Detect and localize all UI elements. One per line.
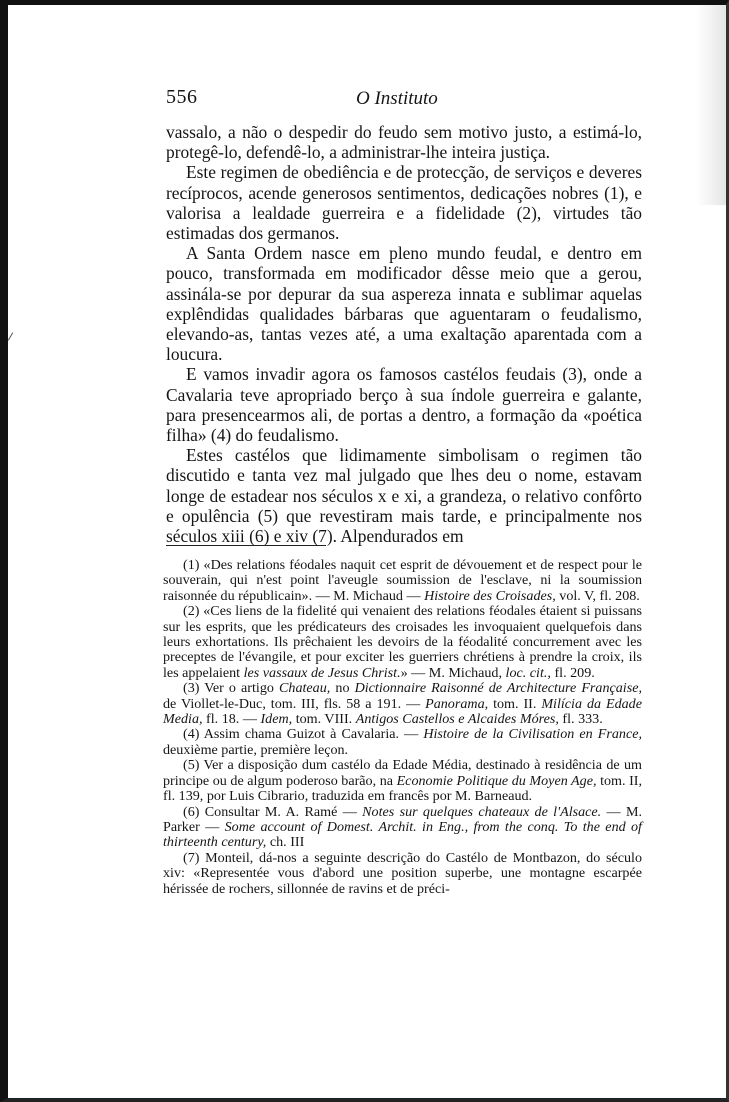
footnote-run: Milícia da Edade Media, xyxy=(163,695,642,728)
footnote xyxy=(163,851,642,897)
footnote-run: Histoire de la Civilisation en France, xyxy=(423,726,642,743)
footnote-run: no xyxy=(330,680,355,697)
footnote xyxy=(163,805,642,851)
footnote-separator xyxy=(166,545,326,546)
text-run: A Santa Ordem nasce em pleno mundo feudal, e dentro em pouco, transformada em modificador dêsse meio que a gerou, assinála-se por depurar da sua aspereza innata e sublimar aquelas explêndidas qualidades bárbaras que aguentaram o feudalismo, elevando-as, tantas vezes até, a uma exaltação aparentada com a loucura. xyxy=(166,243,642,365)
page-header xyxy=(166,86,642,112)
footnote xyxy=(163,681,642,727)
footnote-run: (2) «Ces liens de la fidelité qui venaient des relations féodales étaient si puissans sur les esprits, que les prédicateurs des croisades les invoquaient quelquefois dans leurs exhortations. Ils prêchaient les devoirs de la féodalité concurrement avec les preceptes de l'évangile, et pour exciter les guerriers chrétiens à prendre la croix, ils les appelaient xyxy=(163,603,642,681)
footnote-run: Dictionnaire Raisonné de Architecture Française, xyxy=(354,680,642,697)
footnote-run: deuxième partie, première leçon. xyxy=(163,741,349,758)
margin-pencil-mark xyxy=(8,332,13,340)
footnote-run: Notes sur quelques chateaux de l'Alsace. xyxy=(362,803,602,820)
text-run: vassalo, a não o despedir do feudo sem motivo justo, a estimá-lo, protegê-lo, defendê-lo, a administrar-lhe inteira justiça. xyxy=(166,122,642,163)
footnote-run: ch. III xyxy=(266,834,305,851)
footnote xyxy=(163,758,642,804)
footnote-run: fl. 333. xyxy=(558,711,603,728)
footnote-run: (1) «Des relations féodales naquit cet esprit de dévouement et de respect pour le souverain, qui n'est point l'aveugle soumission de l'esclave, ni la soumission raisonnée du républicain». — M. Michaud — xyxy=(163,557,642,604)
footnotes xyxy=(163,558,642,897)
scan-shadow xyxy=(696,5,726,205)
body-paragraph xyxy=(166,122,642,162)
footnote-run: Some account of Domest. Archit. in Eng., from the conq. To the end of thirteenth century, xyxy=(163,818,642,851)
body-paragraph xyxy=(166,364,642,445)
footnote-run: tom. VIII. xyxy=(292,711,356,728)
footnote xyxy=(163,604,642,681)
footnote-run: (6) Consultar M. A. Ramé — xyxy=(183,803,363,820)
footnote-run: Idem, xyxy=(260,711,293,728)
footnote xyxy=(163,727,642,758)
running-title: O Instituto xyxy=(356,88,438,109)
body-paragraph xyxy=(166,445,642,546)
footnote-run: » — M. Michaud, xyxy=(400,664,506,681)
main-text xyxy=(166,122,642,546)
footnote-run: — M. Parker — xyxy=(163,803,643,835)
footnote-run: (3) Ver o artigo xyxy=(183,680,280,697)
footnote-run: tom. II, fl. 139, por Luis Cibrario, traduzida em francês por M. Barneaud. xyxy=(163,772,642,805)
footnote-run: fl. 18. — xyxy=(202,711,261,728)
page-number: 556 xyxy=(166,86,198,108)
footnote-run: fl. 209. xyxy=(550,664,595,681)
footnote-run: vol. V, fl. 208. xyxy=(555,587,640,604)
footnote-run: Panorama, xyxy=(425,695,489,712)
footnote-run: Antigos Castellos e Alcaides Móres, xyxy=(355,711,559,728)
footnote-run: tom. II. xyxy=(488,695,542,712)
footnote-run: Chateau, xyxy=(279,680,331,697)
footnote-run: loc. cit., xyxy=(505,664,551,681)
text-run: Estes castélos que lidimamente simbolisam o regimen tão discutido e tanta vez mal julgado que lhes deu o nome, estavam longe de estadear nos séculos x e xi, a grandeza, o relativo confôrto e opulência (5) que revestiram mais tarde, e principalmente nos séculos xiii (6) e xiv (7). Alpendurados em xyxy=(166,445,642,547)
footnote-run: (7) Monteil, dá-nos a seguinte descrição do Castélo de Montbazon, do século xiv: «Representée vous d'abord une position superbe, une montagne escarpée hérissée de rochers, sillonnée de ravins et de préci- xyxy=(163,849,642,897)
text-run: Este regimen de obediência e de protecção, de serviços e deveres recíprocos, acende generosos sentimentos, dedicações nobres (1), e valorisa a lealdade guerreira e a fidelidade (2), virtudes tão estimadas dos germanos. xyxy=(166,162,642,244)
footnote-run: Economie Politique du Moyen Age, xyxy=(396,772,597,789)
footnote-run: Histoire des Croisades, xyxy=(424,587,556,604)
footnote-run: les vassaux de Jesus Christ. xyxy=(243,664,401,681)
footnote-run: (5) Ver a disposição dum castélo da Edade Média, destinado à residência de um principe ou de algum poderoso barão, na xyxy=(163,757,642,789)
footnote-run: de Viollet-le-Duc, tom. III, fls. 58 a 191. — xyxy=(163,695,426,712)
footnote xyxy=(163,558,642,604)
body-paragraph xyxy=(166,162,642,243)
body-paragraph xyxy=(166,243,642,364)
text-run: E vamos invadir agora os famosos castélos feudais (3), onde a Cavalaria teve apropriado berço à sua índole guerreira e galante, para presencearmos ali, de portas a dentro, a formação da «poética filha» (4) do feudalismo. xyxy=(166,364,642,446)
footnote-run: (4) Assim chama Guizot à Cavalaria. — xyxy=(183,726,424,743)
